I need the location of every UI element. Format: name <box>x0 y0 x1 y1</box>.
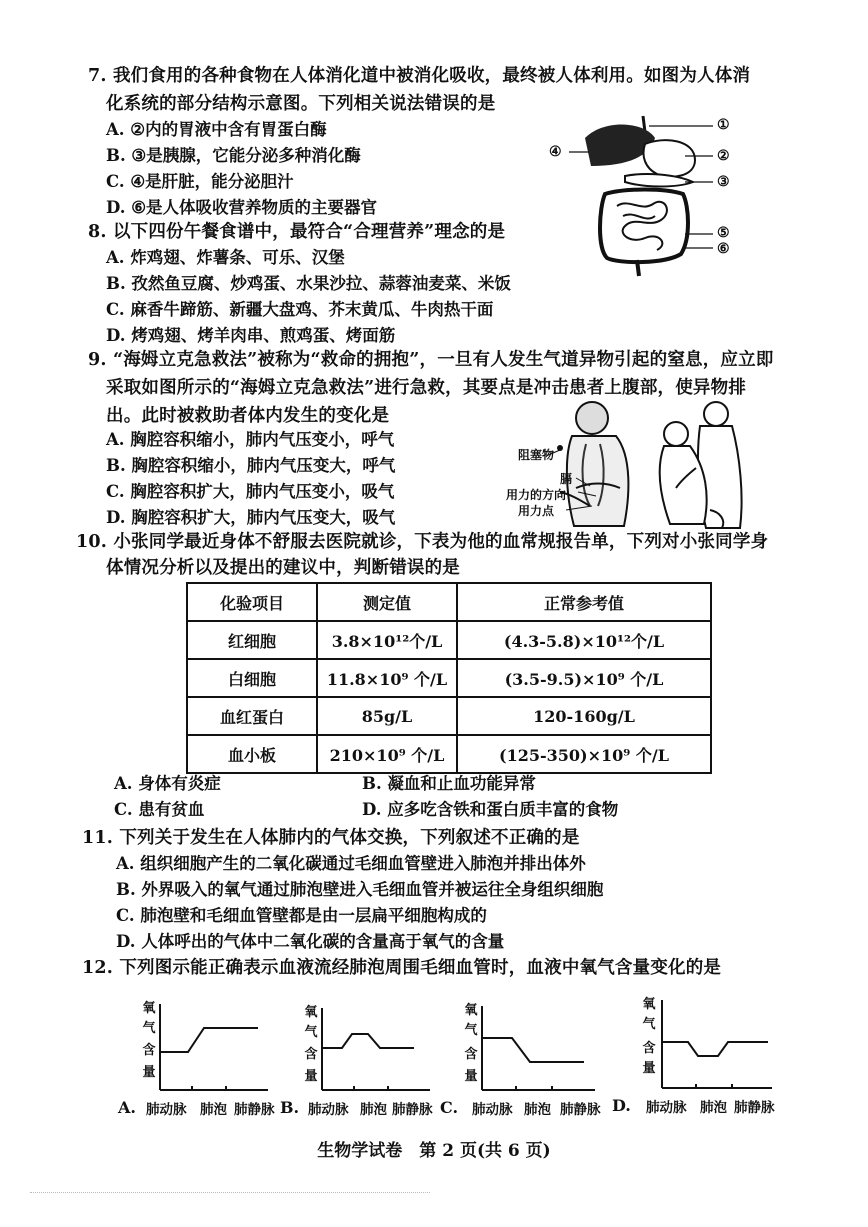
q8-option-c: C. 麻香牛蹄筋、新疆大盘鸡、芥末黄瓜、牛肉热干面 <box>106 300 494 319</box>
q7-stem-line1: 7. 我们食用的各种食物在人体消化道中被消化吸收，最终被人体利用。如图为人体消 <box>88 66 751 86</box>
oxygen-curve-a <box>160 1028 258 1052</box>
graph-c <box>440 1000 605 1118</box>
y-label-char: 量 <box>464 1069 478 1084</box>
q7-option-a: A. ②内的胃液中含有胃蛋白酶 <box>106 120 327 139</box>
table-cell: 白细胞 <box>187 659 317 697</box>
y-label-char: 含 <box>642 1041 656 1056</box>
oxygen-curve-d <box>662 1042 768 1056</box>
blood-test-table <box>186 582 712 774</box>
fig7-label-5: ⑤ <box>717 225 730 241</box>
y-label-char: 气 <box>142 1021 156 1036</box>
q7-stem-line2: 化系统的部分结构示意图。下列相关说法错误的是 <box>106 94 496 114</box>
table-row <box>187 735 711 773</box>
digestive-system-figure <box>545 108 765 278</box>
q10-option-d: D. 应多吃含铁和蛋白质丰富的食物 <box>362 800 619 819</box>
q9-stem-line1: 9. “海姆立克急救法”被称为“救命的拥抱”，一旦有人发生气道异物引起的窒息，应立即 <box>88 350 774 370</box>
x-label: 肺动脉 <box>146 1102 187 1118</box>
table-cell: 210×10⁹ 个/L <box>317 735 457 773</box>
fig9-label-diaphragm: 膈 <box>560 472 573 486</box>
q11-option-a: A. 组织细胞产生的二氧化碳通过毛细血管壁进入肺泡并排出体外 <box>116 854 586 873</box>
y-label-char: 量 <box>304 1069 318 1084</box>
graph-a-letter: A. <box>118 1098 136 1117</box>
page-footer: 生物学试卷 第 2 页(共 6 页) <box>317 1141 551 1161</box>
table-cell: (125-350)×10⁹ 个/L <box>457 735 711 773</box>
graph-a <box>118 1000 278 1118</box>
y-label-char: 气 <box>642 1017 656 1032</box>
fig7-label-2: ② <box>717 148 730 164</box>
table-cell: 85g/L <box>317 697 457 735</box>
q11-option-d: D. 人体呼出的气体中二氧化碳的含量高于氧气的含量 <box>116 932 505 951</box>
y-label-char: 含 <box>142 1043 156 1058</box>
x-label: 肺泡 <box>700 1100 727 1116</box>
table-cell: 血红蛋白 <box>187 697 317 735</box>
y-label-char: 量 <box>642 1061 656 1076</box>
x-label: 肺动脉 <box>308 1102 349 1118</box>
x-label: 肺泡 <box>524 1102 551 1118</box>
fig9-label-blockage: 阻塞物 <box>518 448 555 462</box>
x-label: 肺静脉 <box>234 1102 275 1118</box>
q7-option-d: D. ⑥是人体吸收营养物质的主要器官 <box>106 198 378 217</box>
q11-option-c: C. 肺泡壁和毛细血管壁都是由一层扁平细胞构成的 <box>116 906 487 925</box>
table-header: 测定值 <box>317 583 457 621</box>
y-label-char: 含 <box>304 1047 318 1062</box>
q10-option-b: B. 凝血和止血功能异常 <box>362 774 536 793</box>
table-cell: (4.3-5.8)×10¹²个/L <box>457 621 711 659</box>
y-label-char: 氧 <box>142 1001 156 1016</box>
q11-stem: 11. 下列关于发生在人体肺内的气体交换，下列叙述不正确的是 <box>82 828 580 848</box>
table-cell: 血小板 <box>187 735 317 773</box>
fig7-label-6: ⑥ <box>717 241 730 257</box>
table-cell: (3.5-9.5)×10⁹ 个/L <box>457 659 711 697</box>
q9-stem-line3: 出。此时被救助者体内发生的变化是 <box>106 406 390 426</box>
q7-option-b: B. ③是胰腺，它能分泌多种消化酶 <box>106 146 361 165</box>
q8-option-d: D. 烤鸡翅、烤羊肉串、煎鸡蛋、烤面筋 <box>106 326 396 345</box>
q11-option-b: B. 外界吸入的氧气通过肺泡壁进入毛细血管并被运往全身组织细胞 <box>116 880 604 899</box>
x-label: 肺泡 <box>360 1102 387 1118</box>
q12-stem: 12. 下列图示能正确表示血液流经肺泡周围毛细血管时，血液中氧气含量变化的是 <box>82 958 722 978</box>
heimlich-figure <box>500 396 750 532</box>
table-row <box>187 621 711 659</box>
q8-option-a: A. 炸鸡翅、炸薯条、可乐、汉堡 <box>106 248 345 267</box>
y-label-char: 量 <box>142 1065 156 1080</box>
x-label: 肺泡 <box>200 1102 227 1118</box>
table-header: 化验项目 <box>187 583 317 621</box>
x-label: 肺动脉 <box>646 1100 687 1116</box>
y-label-char: 气 <box>464 1023 478 1038</box>
y-label-char: 氧 <box>642 997 656 1012</box>
x-label: 肺静脉 <box>560 1102 601 1118</box>
table-header-row <box>187 583 711 621</box>
q9-option-b: B. 胸腔容积缩小，肺内气压变大，呼气 <box>106 456 396 475</box>
x-label: 肺动脉 <box>472 1102 513 1118</box>
q9-option-d: D. 胸腔容积扩大，肺内气压变大，吸气 <box>106 508 396 527</box>
q10-stem-line2: 体情况分析以及提出的建议中，判断错误的是 <box>106 558 460 578</box>
q9-stem-line2: 采取如图所示的“海姆立克急救法”进行急救，其要点是冲击患者上腹部，使异物排 <box>106 378 747 398</box>
q10-stem-line1: 10. 小张同学最近身体不舒服去医院就诊，下表为他的血常规报告单，下列对小张同学身 <box>76 532 769 552</box>
table-cell: 11.8×10⁹ 个/L <box>317 659 457 697</box>
q8-option-b: B. 孜然鱼豆腐、炒鸡蛋、水果沙拉、蒜蓉油麦菜、米饭 <box>106 274 511 293</box>
y-label-char: 气 <box>304 1025 318 1040</box>
q7-option-c: C. ④是肝脏，能分泌胆汁 <box>106 172 294 191</box>
oxygen-curve-b <box>322 1034 414 1048</box>
x-label: 肺静脉 <box>734 1100 775 1116</box>
y-label-char: 含 <box>464 1047 478 1062</box>
table-row <box>187 659 711 697</box>
y-label-char: 氧 <box>304 1005 318 1020</box>
graph-d-letter: D. <box>612 1096 631 1115</box>
table-cell: 红细胞 <box>187 621 317 659</box>
q10-option-c: C. 患有贫血 <box>114 800 205 819</box>
table-row <box>187 697 711 735</box>
x-label: 肺静脉 <box>392 1102 433 1118</box>
y-label-char: 氧 <box>464 1003 478 1018</box>
q8-stem: 8. 以下四份午餐食谱中，最符合“合理营养”理念的是 <box>88 222 506 242</box>
q9-option-a: A. 胸腔容积缩小，肺内气压变小，呼气 <box>106 430 395 449</box>
fig9-label-force-direction: 用力的方向 <box>506 488 567 502</box>
q9-option-c: C. 胸腔容积扩大，肺内气压变小，吸气 <box>106 482 395 501</box>
q10-option-a: A. 身体有炎症 <box>114 774 221 793</box>
graph-c-letter: C. <box>440 1098 459 1117</box>
fig7-label-1: ① <box>717 117 730 133</box>
fig7-label-4: ④ <box>549 144 562 160</box>
fig9-label-force-point: 用力点 <box>518 504 555 518</box>
graph-d <box>612 994 782 1118</box>
fig7-label-3: ③ <box>717 174 730 190</box>
graph-b <box>280 1000 440 1118</box>
graph-b-letter: B. <box>280 1098 300 1117</box>
table-cell: 3.8×10¹²个/L <box>317 621 457 659</box>
table-cell: 120-160g/L <box>457 697 711 735</box>
divider <box>30 1192 430 1193</box>
table-header: 正常参考值 <box>457 583 711 621</box>
oxygen-curve-c <box>482 1038 584 1062</box>
